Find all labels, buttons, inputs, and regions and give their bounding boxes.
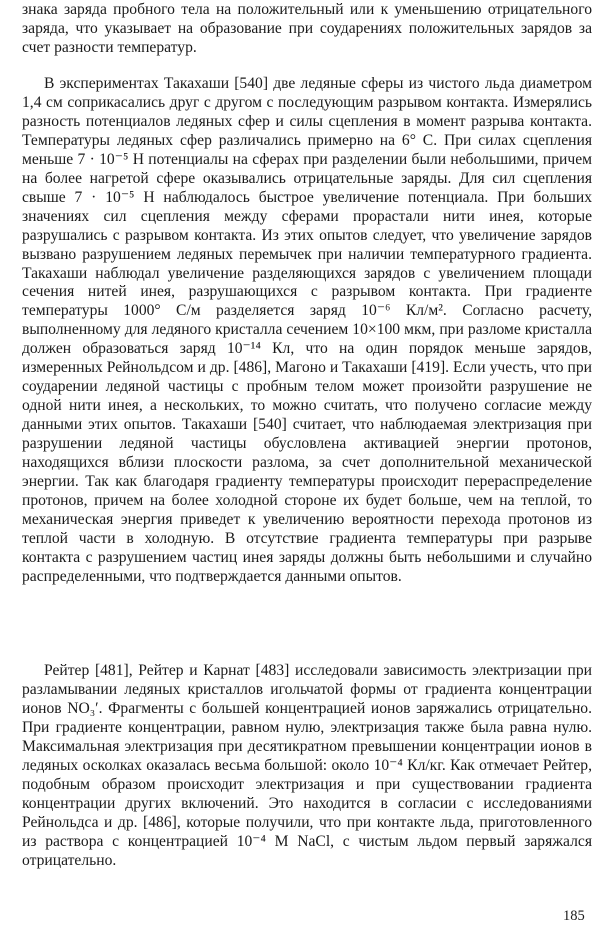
paragraph-3-text: Рейтер [481], Рейтер и Карнат [483] исследовали зависимость электризации при разламывании ледяных кристаллов игольчатой формы от градиента концентрации ионов NO₃′. Фрагменты с большей концентрацией ионов заряжались отрицательно. При градиенте концентрации, равном нулю, электризация также была равна нулю. Максимальная электризация при десятикратном превышении концентрации ионов в ледяных осколках оказалась весьма большой: около 10⁻⁴ Кл/кг. Как отмечает Рейтер, подобным образом происходит электризация и при существовании градиента концентрации других включений. Это находится в согласии с исследованиями Рейнольдса и др. [486], которые получили, что при контакте льда, приготовленного из раствора с концентрацией 10⁻⁴ М NaCl, с чистым льдом первый заряжался отрицательно. [22,662,592,869]
page-number: 185 [563,908,585,924]
paragraph-2-text: В экспериментах Такахаши [540] две ледяные сферы из чистого льда диаметром 1,4 см соприкасались друг с другом с последующим разрывом контакта. Измерялись разность потенциалов ледяных сфер и силы сцепления в момент разрыва контакта. Температуры ледяных сфер различались примерно на 6° С. При силах сцепления меньше 7 · 10⁻⁵ Н потенциалы на сферах при разделении были небольшими, причем на более нагретой сфере оказывались отрицательные заряды. Для сил сцепления свыше 7 · 10⁻⁵ Н наблюдалось быстрое увеличение потенциала. При больших значениях сил сцепления между сферами прорастали нити инея, которые разрушались с разрывом контакта. Из этих опытов следует, что увеличение зарядов вызвано разрушением ледяных перемычек при наличии температурного градиента. Такахаши наблюдал увеличение разделяющихся зарядов с увеличением площади сечения нитей инея, разрушающихся с разрывом контакта. При градиенте температуры 1000° С/м разделяется заряд 10⁻⁶ Кл/м². Согласно расчету, выполненному для ледяного кристалла сечением 10×100 мкм, при разломе кристалла должен образоваться заряд 10⁻¹⁴ Кл, что на один порядок меньше зарядов, измеренных Рейнольдсом и др. [486], Магоно и Такахаши [419]. Если учесть, что при соударении ледяной частицы с пробным телом может произойти разрушение не одной нити инея, а нескольких, то можно считать, что получено согласие между данными этих опытов. Такахаши [540] считает, что наблюдаемая электризация при разрушении ледяной частицы обусловлена активацией энергии протонов, находящихся вблизи плоскости разлома, за счет дополнительной механической энергии. Так как благодаря градиенту температуры происходит перераспределение протонов, причем на более холодной стороне их будет больше, чем на теплой, то механическая энергия приведет к увеличению вероятности перехода протонов из теплой части в холодную. В отсутствие градиента температуры при разрыве контакта с разрушением частиц инея заряды должны быть небольшими и случайно распределенными, что подтверждается данными опытов. [22,75,592,585]
paragraph-1-text: знака заряда пробного тела на положительный или к уменьшению отрицательного заряда, что указывает на образование при соударениях положительных зарядов за счет разности температур. [22,1,592,56]
paragraph-takahashi [22,75,592,587]
paragraph-continuation [22,1,592,58]
paragraph-reiter [22,662,592,870]
